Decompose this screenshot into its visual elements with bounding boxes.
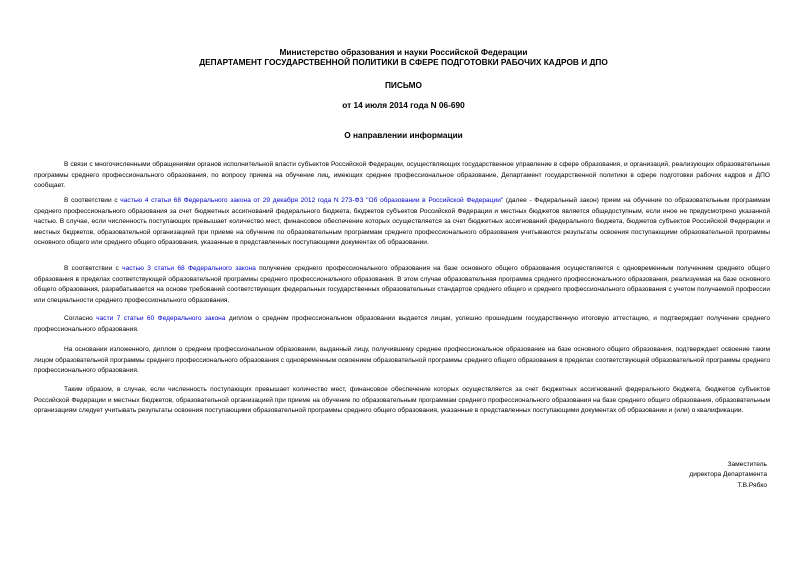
paragraph-4-text-b: диплом о среднем профессиональном образовании выдается лицам, успешно прошедшим государственную итоговую аттестацию, и подтверждает получение среднего профессионального образования. [34,315,770,333]
signature-name: Т.В.Рябко [737,481,767,489]
ministry-title: Министерство образования и науки Российской Федерации [279,47,528,57]
paragraph-6-text: Таким образом, в случае, если численность поступающих превышает количество мест, финансовое обеспечение которых осуществляется за счет бюджетных ассигнований федерального бюджета, бюджетов субъектов Российской Федерации и местных бюджетов, образовательной организацией при приеме на обучение по образовательным программам среднего профессионального образования на базе среднего общего образования, образовательным организациям следует учитывать результаты освоения поступающими образовательной программы среднего общего образования, указанные в представленных поступающими документах об образовании и (или) о квалификации. [34,386,770,415]
paragraph-5 [34,345,770,377]
paragraph-3-text-a: В соответствии с [64,265,123,272]
paragraph-2 [34,196,770,249]
paragraph-3 [34,264,770,306]
department-title: ДЕПАРТАМЕНТ ГОСУДАРСТВЕННОЙ ПОЛИТИКИ В СФЕРЕ ПОДГОТОВКИ РАБОЧИХ КАДРОВ И ДПО [199,57,608,67]
signature-block [689,460,767,491]
document-type: ПИСЬМО [384,80,423,90]
paragraph-4-text-a: Согласно [64,315,97,322]
paragraph-2-text-a: В соответствии с [64,197,121,204]
paragraph-1 [34,160,770,192]
law-link-article-68-part-3[interactable]: частью 3 статьи 68 Федерального закона [122,265,256,272]
paragraph-6 [34,385,770,417]
paragraph-3-text-b: получение среднего профессионального образования на базе основного общего образования осуществляется с одновременным получением среднего общего образования в пределах соответствующей образовательной программы среднего профессионального образования. В этом случае образовательная программа среднего профессионального образования, реализуемая на базе основного общего образования, разрабатывается на основе требований соответствующих федеральных государственных образовательных стандартов среднего общего и среднего профессионального образования с учетом получаемой профессии или специальности среднего профессионального образования. [34,265,770,304]
signature-position-line2: директора Департамента [689,471,767,479]
paragraph-2-text-b: (далее - Федеральный закон) прием на обучение по образовательным программам среднего профессионального образования за счет бюджетных ассигнований федерального бюджета, бюджетов субъектов Российской Федерации и местных бюджетов является общедоступным, если иное не предусмотрено указанной частью. В случае, если численность поступающих превышает количество мест, финансовое обеспечение которых осуществляется за счет бюджетных ассигнований федерального бюджета, бюджетов субъектов Российской Федерации и местных бюджетов, образовательной организацией при приеме на обучение по образовательным программам среднего профессионального образования учитываются результаты освоения поступающими образовательной программы основного общего или среднего общего образования, указанные в представленных поступающими документах об образовании. [34,197,770,247]
document-subject: О направлении информации [344,130,463,140]
signature-position-line1: Заместитель [727,461,767,468]
paragraph-1-text: В связи с многочисленными обращениями органов исполнительной власти субъектов Российской Федерации, осуществляющих государственное управление в сфере образования, и организаций, реализующих образовательные программы среднего профессионального образования, по вопросу приема на обучение лиц, имеющих среднее профессиональное образование, Департамент государственной политики в сфере подготовки рабочих кадров и ДПО сообщает. [34,161,770,190]
paragraph-4 [34,314,770,335]
law-link-article-60-part-7[interactable]: части 7 статьи 60 Федерального закона [96,315,226,322]
paragraph-5-text: На основании изложенного, диплом о среднем профессиональном образовании, выданный лицу, получившему среднее профессиональное образование на базе основного общего образования, подтверждает освоение таким лицом образовательной программы среднего профессионального образования с одновременным освоением образовательной программы среднего общего образования в пределах соответствующей образовательной программы среднего профессионального образования. [34,346,770,375]
law-link-article-68-part-4[interactable]: частью 4 статьи 68 Федерального закона от 29 декабря 2012 года N 273-ФЗ "Об образовании в Российской Федерации" [120,197,504,204]
document-date-number: от 14 июля 2014 года N 06-690 [342,100,465,110]
